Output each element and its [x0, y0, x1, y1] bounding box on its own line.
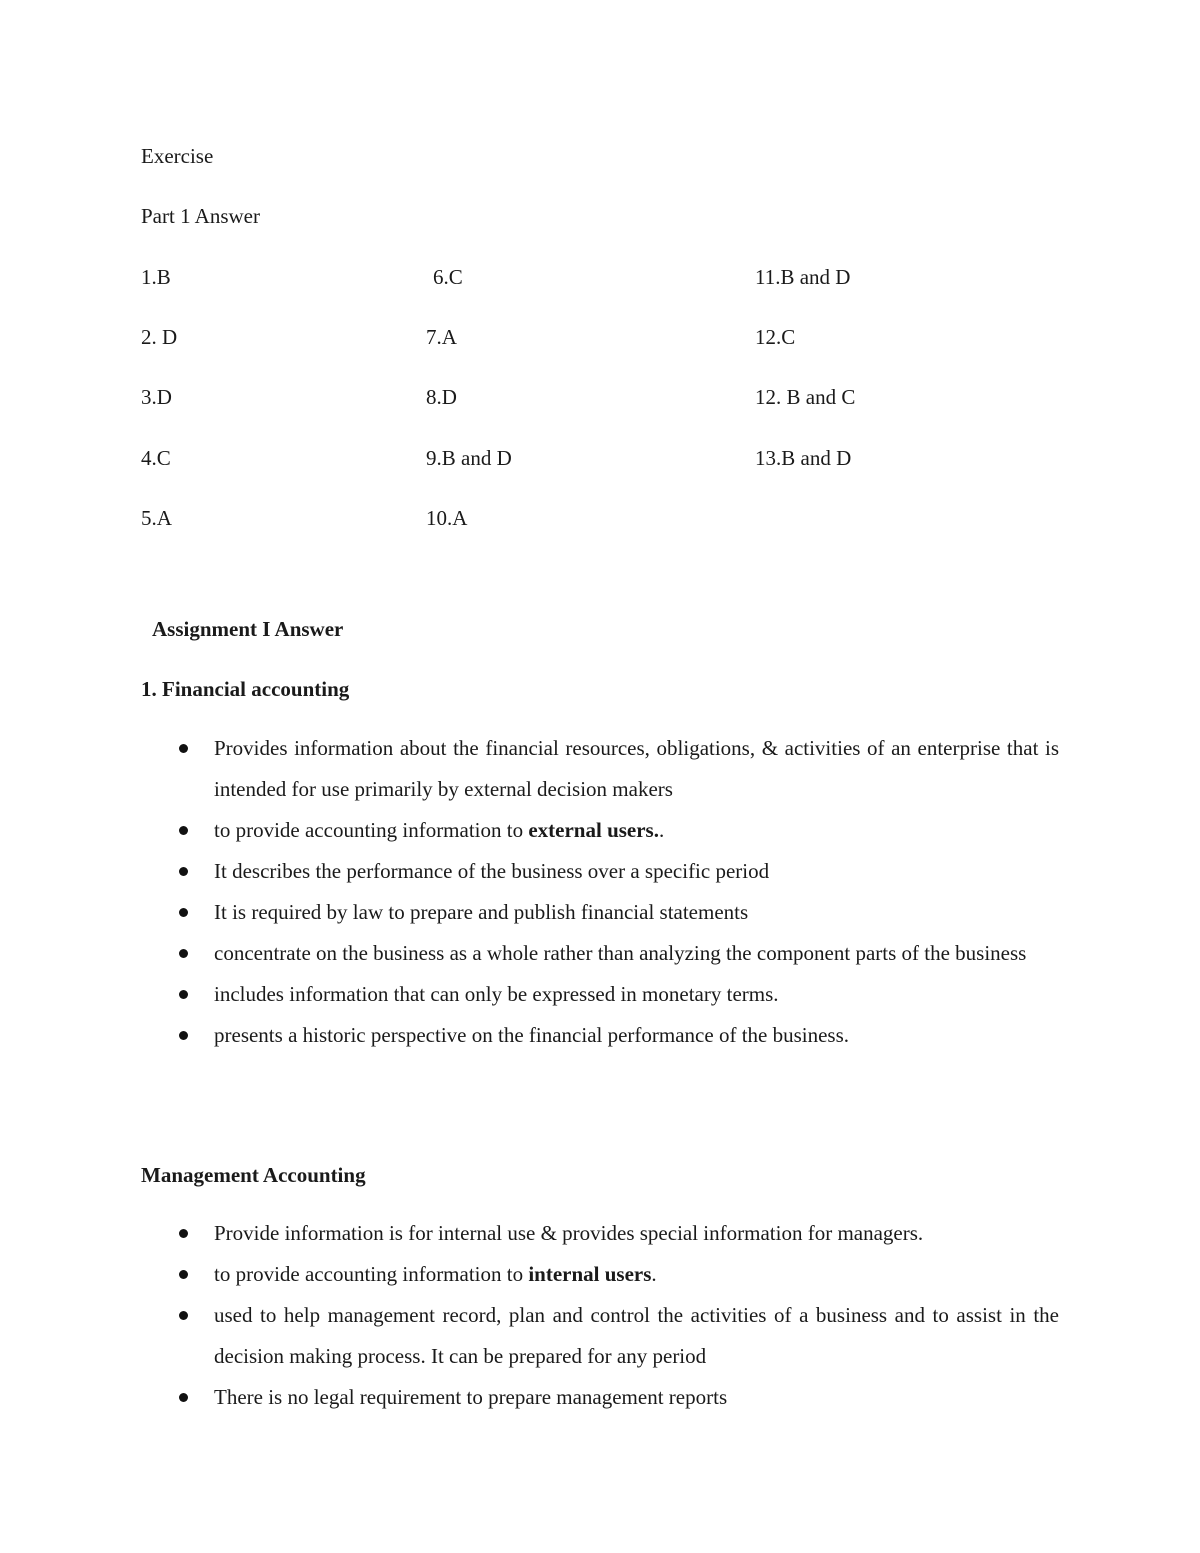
bullet-text: includes information that can only be expressed in monetary terms.: [214, 982, 779, 1006]
answer-item: 2. D: [141, 325, 178, 349]
financial-accounting-title: 1. Financial accounting: [141, 677, 350, 701]
answer-item: 11.B and D: [755, 265, 851, 289]
list-item: [141, 892, 1059, 933]
list-item: [141, 1377, 1059, 1418]
list-item: [141, 974, 1059, 1015]
answer-item: 1.B: [141, 265, 171, 289]
bullet-text: presents a historic perspective on the financial performance of the business.: [214, 1023, 850, 1047]
bullet-text: used to help management record, plan and control the activities of a business and to assist in the decision making process. It can be prepared for any period: [214, 1303, 1059, 1368]
answer-item: 12. B and C: [755, 385, 856, 409]
list-item: [141, 810, 1059, 851]
bullet-text-suffix: .: [658, 818, 665, 842]
management-accounting-title: Management Accounting: [141, 1163, 366, 1187]
answer-item: 5.A: [141, 506, 172, 530]
list-item: [141, 1254, 1059, 1295]
bullet-text: to provide accounting information to: [214, 1262, 529, 1286]
answer-item: 10.A: [426, 506, 468, 530]
bullet-text: to provide accounting information to: [214, 818, 529, 842]
bullet-dot-icon: [179, 1311, 188, 1320]
answer-item: 3.D: [141, 385, 172, 409]
answer-item: 6.C: [433, 265, 463, 289]
bullet-text: Provide information is for internal use & provides special information for managers.: [214, 1221, 924, 1245]
bullet-dot-icon: [179, 1393, 188, 1402]
bullet-dot-icon: [179, 867, 188, 876]
answer-item: 4.C: [141, 446, 171, 470]
exercise-heading: Exercise: [141, 144, 214, 168]
bullet-text: Provides information about the financial resources, obligations, & activities of an enterprise that is intended for use primarily by external decision makers: [214, 736, 1059, 801]
answer-item: 13.B and D: [755, 446, 852, 470]
bullet-text-suffix: .: [651, 1262, 657, 1286]
answer-item: 12.C: [755, 325, 796, 349]
list-item: [141, 1295, 1059, 1377]
list-item: [141, 851, 1059, 892]
answer-item: 9.B and D: [426, 446, 512, 470]
bullet-dot-icon: [179, 908, 188, 917]
bullet-dot-icon: [179, 990, 188, 999]
list-item: [141, 1015, 1059, 1056]
part1-title: Part 1 Answer: [141, 204, 260, 228]
bullet-dot-icon: [179, 949, 188, 958]
bullet-dot-icon: [179, 1031, 188, 1040]
management-bullet-list: [141, 1213, 1059, 1418]
bullet-text: concentrate on the business as a whole rather than analyzing the component parts of the business: [214, 941, 1027, 965]
assignment-title: Assignment I Answer: [152, 617, 344, 641]
bullet-text: There is no legal requirement to prepare management reports: [214, 1385, 728, 1409]
answer-item: 7.A: [426, 325, 457, 349]
bullet-dot-icon: [179, 826, 188, 835]
bullet-dot-icon: [179, 1270, 188, 1279]
list-item: [141, 728, 1059, 810]
bullet-bold-text: external users.: [528, 818, 659, 842]
bullet-bold-text: internal users: [528, 1262, 652, 1286]
list-item: [141, 933, 1059, 974]
bullet-dot-icon: [179, 744, 188, 753]
bullet-dot-icon: [179, 1229, 188, 1238]
list-item: [141, 1213, 1059, 1254]
answer-item: 8.D: [426, 385, 457, 409]
financial-bullet-list: [141, 728, 1059, 1056]
bullet-text: It is required by law to prepare and publish financial statements: [214, 900, 749, 924]
bullet-text: It describes the performance of the business over a specific period: [214, 859, 770, 883]
